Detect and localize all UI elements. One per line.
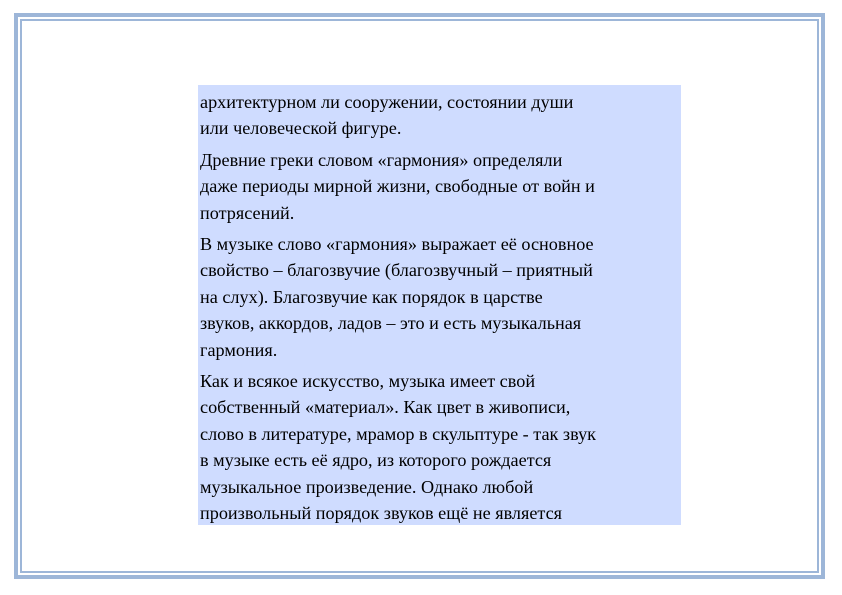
text-line: собственный «материал». Как цвет в живописи, (200, 397, 571, 418)
paragraph-2 (200, 147, 681, 226)
text-box (198, 85, 681, 525)
paragraph-3 (200, 231, 681, 363)
text-line: Древние греки словом «гармония» определяли (200, 149, 563, 170)
text-line: произвольный порядок звуков ещё не является (200, 503, 563, 524)
paragraph-4 (200, 368, 681, 525)
text-line: музыкальное произведение. Однако любой (200, 476, 534, 497)
text-line: свойство – благозвучие (благозвучный – приятный (200, 260, 593, 281)
paragraph-1 (200, 89, 681, 142)
text-line: на слух). Благозвучие как порядок в царстве (200, 286, 543, 307)
text-line: или человеческой фигуре. (200, 118, 402, 139)
text-line: Как и всякое искусство, музыка имеет свой (200, 371, 536, 392)
text-line: звуков, аккордов, ладов – это и есть музыкальная (200, 313, 582, 334)
text-line: даже периоды мирной жизни, свободные от войн и (200, 176, 595, 197)
text-line: В музыке слово «гармония» выражает её основное (200, 234, 594, 255)
text-line: в музыке есть её ядро, из которого рождается (200, 450, 552, 471)
text-line: потрясений. (200, 202, 295, 223)
text-line: архитектурном ли сооружении, состоянии души (200, 92, 574, 112)
text-line: гармония. (200, 339, 278, 360)
text-line: слово в литературе, мрамор в скульптуре - так звук (200, 423, 596, 444)
